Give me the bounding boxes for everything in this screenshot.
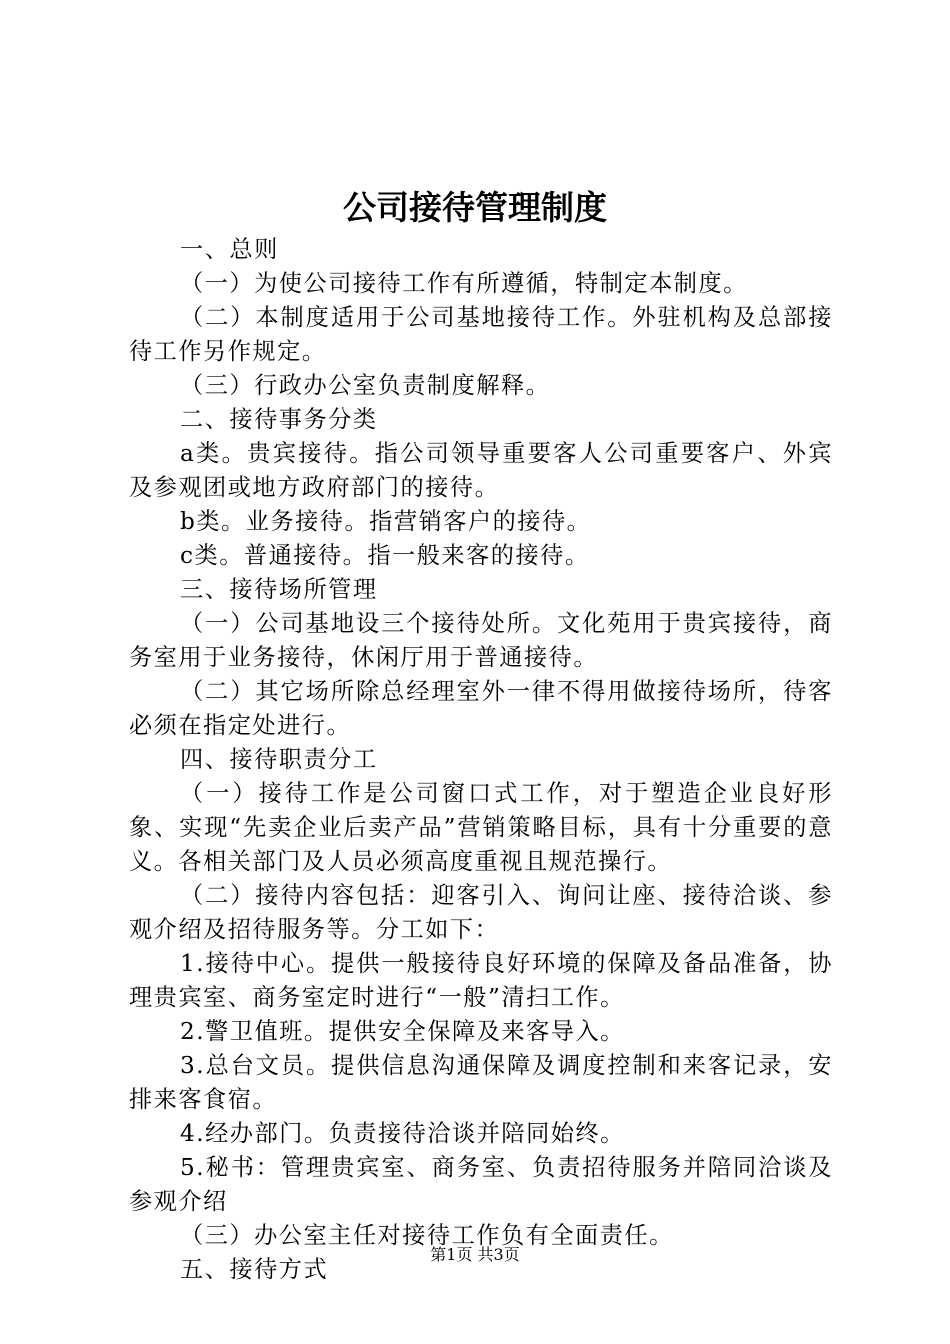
paragraph: （一）为使公司接待工作有所遵循，特制定本制度。: [180, 270, 748, 297]
section-heading-duties: 四、接待职责分工: [180, 746, 378, 773]
paragraph: （三）办公室主任对接待工作负有全面责任。: [180, 1222, 674, 1249]
list-item: 5.秘书：管理贵宾室、商务室、负责招待服务并陪同洽谈及参观介绍: [129, 1154, 833, 1215]
paragraph: （二）本制度适用于公司基地接待工作。外驻机构及总部接待工作另作规定。: [129, 304, 833, 365]
section-heading-venues: 三、接待场所管理: [180, 576, 378, 603]
paragraph: （三）行政办公室负责制度解释。: [180, 372, 551, 399]
list-item: 4.经办部门。负责接待洽谈并陪同始终。: [180, 1120, 625, 1147]
paragraph: （一）公司基地设三个接待处所。文化苑用于贵宾接待，商务室用于业务接待，休闲厅用于普通接待。: [129, 610, 833, 671]
list-item: 2.警卫值班。提供安全保障及来客导入。: [180, 1018, 625, 1045]
paragraph: a类。贵宾接待。指公司领导重要客人公司重要客户、外宾及参观团或地方政府部门的接待。: [129, 440, 833, 501]
section-heading-general: 一、总则: [180, 236, 279, 263]
section-heading-methods: 五、接待方式: [180, 1256, 329, 1283]
paragraph: （二）接待内容包括：迎客引入、询问让座、接待洽谈、参观介绍及招待服务等。分工如下：: [129, 882, 833, 943]
list-item: 3.总台文员。提供信息沟通保障及调度控制和来客记录，安排来客食宿。: [129, 1052, 833, 1113]
section-heading-categories: 二、接待事务分类: [180, 406, 378, 433]
document-body: [129, 233, 833, 1287]
paragraph: （一）接待工作是公司窗口式工作，对于塑造企业良好形象、实现“先卖企业后卖产品”营销策略目标，具有十分重要的意义。各相关部门及人员必须高度重视且规范操行。: [129, 780, 833, 875]
list-item: 1.接待中心。提供一般接待良好环境的保障及备品准备，协理贵宾室、商务室定时进行“一般”清扫工作。: [129, 950, 833, 1011]
paragraph: （二）其它场所除总经理室外一律不得用做接待场所，待客必须在指定处进行。: [129, 678, 833, 739]
paragraph: b类。业务接待。指营销客户的接待。: [180, 508, 592, 535]
paragraph: c类。普通接待。指一般来客的接待。: [180, 542, 590, 569]
document-title: 公司接待管理制度: [343, 188, 607, 227]
page-number-footer: 第1页 共3页: [430, 1245, 520, 1264]
